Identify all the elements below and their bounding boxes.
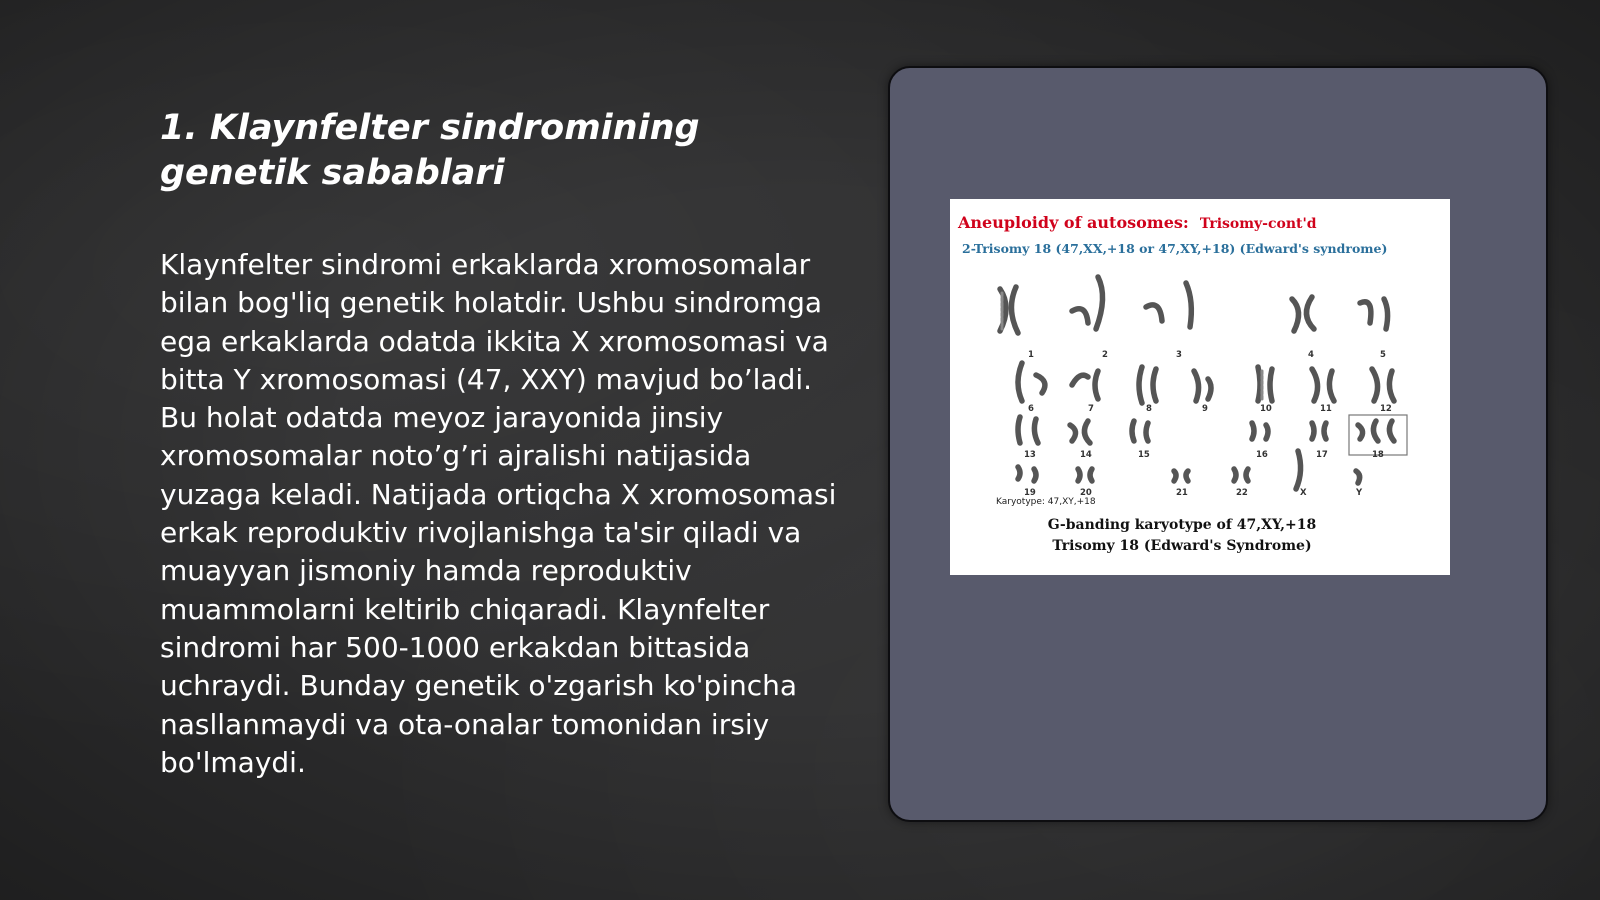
chromosome-label: 2: [1102, 350, 1108, 360]
slide-body-text: Klaynfelter sindromi erkaklarda xromosomalar bilan bog'liq genetik holatdir. Ushbu sindromga ega erkaklarda odatda ikkita X xromosomasi va bitta Y xromosomasi (47, XXY) mavjud bo’ladi. Bu holat odatda meyoz jarayonida jinsiy xromosomalar noto’g’ri ajralishi natijasida yuzaga keladi. Natijada ortiqcha X xromosomasi erkak reproduktiv rivojlanishga ta'sir qiladi va muayyan jismoniy hamda reproduktiv muammolarni keltirib chiqaradi. Klaynfelter sindromi har 500-1000 erkakdan bittasida uchraydi. Bunday genetik o'zgarish ko'pincha nasllanmaydi va ota-onalar tomonidan irsiy bo'lmaydi.: [160, 248, 837, 779]
chromosome-label: 12: [1380, 404, 1392, 414]
figure-subtitle: 2-Trisomy 18 (47,XX,+18 or 47,XY,+18) (Edward's syndrome): [962, 241, 1388, 256]
figure-heading-main: Aneuploidy of autosomes:: [958, 213, 1189, 232]
chromosome-label: 6: [1028, 404, 1034, 414]
figure-caption-line2: Trisomy 18 (Edward's Syndrome): [1052, 538, 1312, 554]
karyotype-image: [950, 199, 1450, 575]
chromosome-drawings: [1000, 277, 1407, 489]
svg-text:Aneuploidy of autosomes:: [957, 213, 1317, 232]
chromosome-label: X: [1300, 488, 1307, 498]
chromosome-label: 16: [1256, 450, 1268, 460]
figure-heading-sub: Trisomy-cont'd: [1199, 216, 1317, 232]
karyotype-label: Karyotype: 47,XY,+18: [996, 497, 1096, 507]
figure-caption-line1: G-banding karyotype of 47,XY,+18: [1047, 517, 1317, 533]
chromosome-label: 1: [1028, 350, 1034, 360]
chromosome-label: 21: [1176, 488, 1188, 498]
chromosome-label: 20: [1080, 488, 1092, 498]
chromosome-label: 10: [1260, 404, 1272, 414]
chromosome-label: 19: [1024, 488, 1036, 498]
chromosome-label: 18: [1372, 450, 1384, 460]
chromosome-label: Y: [1356, 488, 1363, 498]
chromosome-label: 3: [1176, 350, 1182, 360]
chromosome-label: 22: [1236, 488, 1248, 498]
chromosome-label: 11: [1320, 404, 1332, 414]
chromosome-label: 14: [1080, 450, 1092, 460]
chromosome-label: 13: [1024, 450, 1036, 460]
chromosome-label: 5: [1380, 350, 1386, 360]
slide-title: 1. Klaynfelter sindromining genetik sabablari: [160, 108, 700, 193]
chromosome-label: 4: [1308, 350, 1314, 360]
chromosome-label: 7: [1088, 404, 1094, 414]
chromosome-label: 17: [1316, 450, 1328, 460]
chromosome-label: 9: [1202, 404, 1208, 414]
chromosome-label: 8: [1146, 404, 1152, 414]
chromosome-label: 15: [1138, 450, 1150, 460]
